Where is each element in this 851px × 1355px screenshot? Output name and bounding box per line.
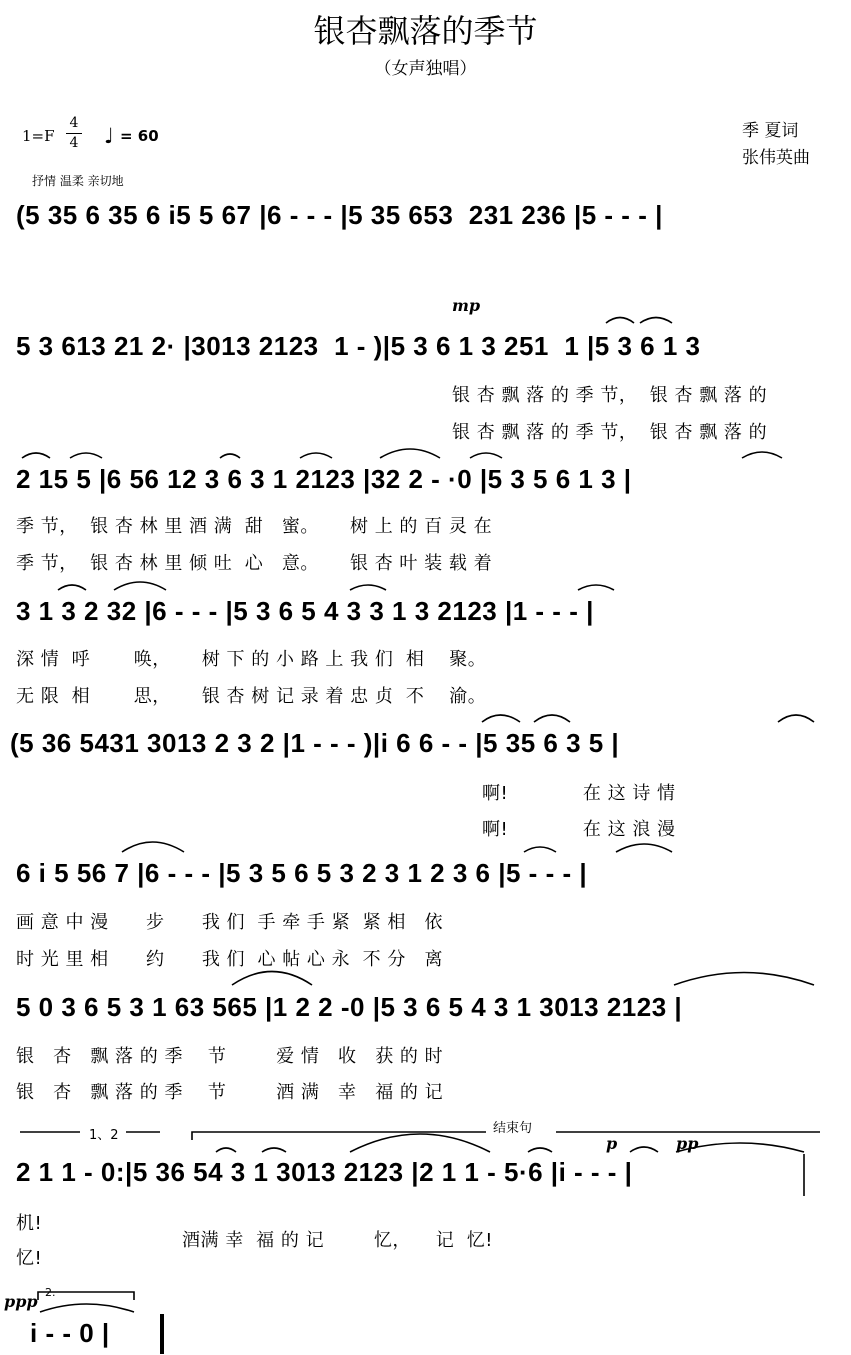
lyrics-row-2-verse-2: 银 杏 飘 落 的 季 节， 银 杏 飘 落 的: [452, 422, 768, 443]
notation-row-7: 5 0 3 6 5 3 1 63 565 |1 2 2 -0 |5 3 6 5 4 3 1 3013 2123 |: [16, 992, 683, 1022]
lyrics-row-8-verse-1-end: 机!: [16, 1213, 43, 1234]
notation-row-9: i - - 0 |: [30, 1318, 110, 1348]
tie-mark: [616, 844, 672, 852]
lyrics-row-5-verse-1: 啊! 在 这 诗 情: [482, 783, 676, 804]
lyrics-row-7-verse-1: 银 杏 飘 落 的 季 节 爱 情 收 获 的 时: [16, 1046, 444, 1067]
tie-mark: [58, 585, 86, 590]
lyrics-row-6-verse-2: 时 光 里 相 约 我 们 心 帖 心 永 不 分 离: [16, 949, 443, 970]
notation-row-8: 2 1 1 - 0:|5 36 54 3 1 3013 2123 |2 1 1 - 5·6 |i - - - |: [16, 1157, 633, 1187]
tie-mark: [262, 1148, 286, 1152]
tie-mark: [300, 453, 332, 458]
lyrics-row-4-verse-2: 无 限 相 思， 银 杏 树 记 录 着 忠 贞 不 渝。: [16, 686, 487, 707]
tie-mark: [70, 453, 102, 458]
dynamic-ppp: ppp: [4, 1292, 38, 1311]
song-subtitle: （女声独唱）: [374, 59, 477, 79]
composer-credit: 张伟英曲: [742, 148, 810, 168]
tie-mark: [524, 847, 556, 852]
lyricist-credit: 季 夏词: [742, 121, 799, 141]
expression-marking: 抒情 温柔 亲切地: [32, 174, 124, 188]
quarter-note-icon: ♩: [104, 124, 114, 148]
lyrics-row-8-coda: 酒满 幸 福 的 记 忆， 记 忆!: [182, 1230, 493, 1251]
tempo-marking: = 60: [120, 127, 159, 145]
lyrics-row-8-verse-2-end: 忆!: [16, 1248, 43, 1269]
notation-row-2: 5 3 613 21 2· |3013 2123 1 - )|5 3 6 1 3 251 1 |5 3 6 1 3: [16, 331, 701, 361]
dynamic-pp: pp: [676, 1134, 699, 1153]
tie-mark: [122, 842, 184, 852]
tie-mark: [350, 1134, 490, 1152]
dynamic-p: p: [606, 1134, 618, 1153]
tie-mark: [778, 715, 814, 722]
notation-row-1: (5 35 6 35 6 i5 5 67 |6 - - - |5 35 653 231 236 |5 - - - |: [16, 200, 663, 230]
tie-mark: [232, 972, 312, 986]
ending-label: 结束句: [490, 1117, 535, 1136]
tie-mark: [630, 1147, 658, 1152]
tie-mark: [534, 715, 570, 722]
lyrics-row-5-verse-2: 啊! 在 这 浪 漫: [482, 819, 676, 840]
tie-mark: [528, 1148, 552, 1152]
lyrics-row-4-verse-1: 深 情 呼 唤， 树 下 的 小 路 上 我 们 相 聚。: [16, 649, 487, 670]
tie-mark: [742, 452, 782, 458]
tie-mark: [216, 1148, 236, 1152]
notation-row-4: 3 1 3 2 32 |6 - - - |5 3 6 5 4 3 3 1 3 2123 |1 - - - |: [16, 596, 594, 626]
tie-mark: [674, 973, 814, 986]
volta-label-second: 2.: [42, 1286, 59, 1299]
tie-mark: [470, 453, 502, 458]
notation-row-6: 6 i 5 56 7 |6 - - - |5 3 5 6 5 3 2 3 1 2 3 6 |5 - - - |: [16, 858, 588, 888]
song-title: 银杏飘落的季节: [313, 12, 538, 50]
tie-mark: [640, 318, 672, 324]
time-signature-bottom: 4: [66, 133, 82, 153]
tie-mark: [380, 449, 440, 458]
tie-mark: [482, 715, 520, 722]
lyrics-row-2-verse-1: 银 杏 飘 落 的 季 节， 银 杏 飘 落 的: [452, 385, 768, 406]
lyrics-row-6-verse-1: 画 意 中 漫 步 我 们 手 牵 手 紧 紧 相 依: [16, 912, 443, 933]
notation-row-5: (5 36 5431 3013 2 3 2 |1 - - - )|i 6 6 - - |5 35 6 3 5 |: [10, 728, 620, 758]
dynamic-mp: mp: [452, 296, 481, 315]
tie-mark: [40, 1304, 134, 1312]
notation-row-3: 2 15 5 |6 56 12 3 6 3 1 2123 |32 2 - ·0 |5 3 5 6 1 3 |: [16, 464, 632, 494]
time-signature-top: 4: [69, 115, 79, 131]
tie-mark: [22, 453, 50, 458]
tie-mark: [578, 585, 614, 590]
key-signature: 1=F: [22, 127, 55, 145]
lyrics-row-7-verse-2: 银 杏 飘 落 的 季 节 酒 满 幸 福 的 记: [16, 1082, 444, 1103]
final-barline: [160, 1314, 164, 1354]
lyrics-row-3-verse-2: 季 节， 银 杏 林 里 倾 吐 心 意。 银 杏 叶 装 载 着: [16, 553, 493, 574]
lyrics-row-3-verse-1: 季 节， 银 杏 林 里 酒 满 甜 蜜。 树 上 的 百 灵 在: [16, 516, 493, 537]
tie-mark: [114, 582, 166, 590]
time-signature: [66, 114, 82, 153]
tie-mark: [220, 454, 240, 458]
tie-mark: [350, 585, 386, 590]
ending-bracket: [192, 1132, 486, 1140]
tie-mark: [606, 318, 634, 324]
volta-label-first: 1、2: [86, 1124, 122, 1143]
